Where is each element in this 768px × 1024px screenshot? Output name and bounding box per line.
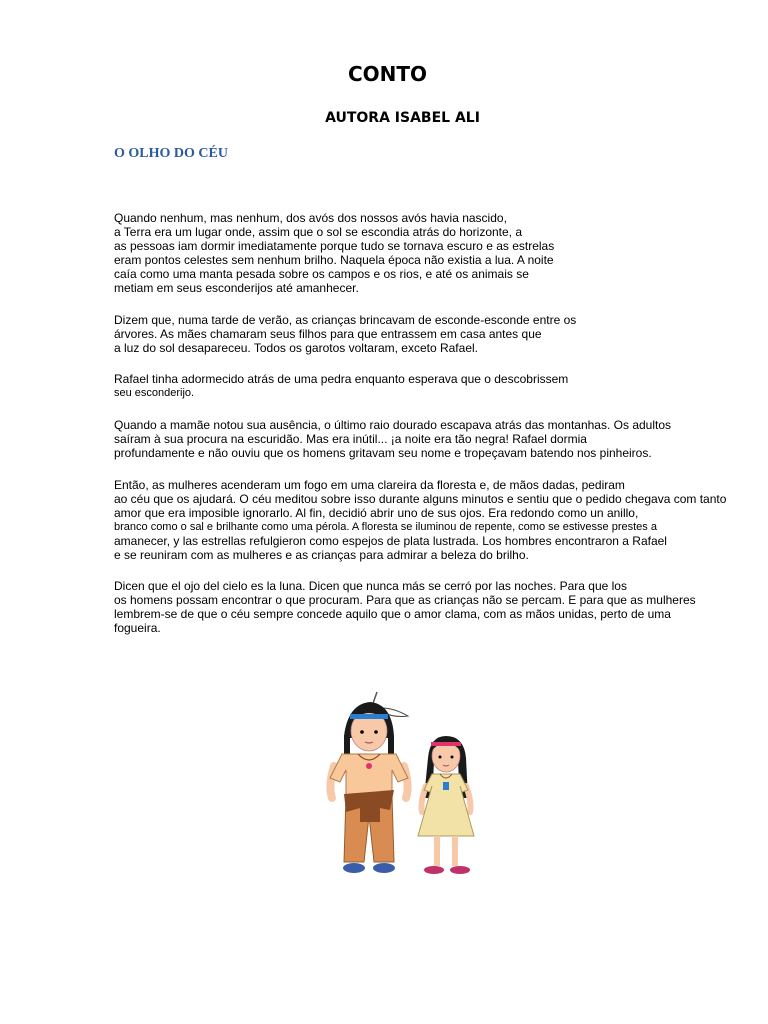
text-line: Quando a mamãe notou sua ausência, o último raio dourado escapava atrás das montanhas. Os adultos (114, 418, 672, 432)
text-line: caía como uma manta pesada sobre os campos e os rios, e até os animais se (114, 267, 529, 281)
text-line: Quando nenhum, mas nenhum, dos avós dos nossos avós havia nascido, (114, 211, 507, 225)
text-line: eram pontos celestes sem nenhum brilho. Naquela época não existia a lua. A noite (114, 253, 554, 267)
paragraph-2 (114, 313, 576, 355)
text-line: Dizem que, numa tarde de verão, as crianças brincavam de esconde-esconde entre os (114, 313, 577, 327)
text-line: e se reuniram com as mulheres e as crianças para admirar a beleza do brilho. (114, 548, 529, 562)
text-line: ao céu que os ajudará. O céu meditou sobre isso durante alguns minutos e sentiu que o pedido chegava com tanto (114, 492, 727, 506)
text-line: a luz do sol desapareceu. Todos os garotos voltaram, exceto Rafael. (114, 341, 478, 355)
text-line: metiam em seus esconderijos até amanhecer. (114, 281, 359, 295)
text-line: as pessoas iam dormir imediatamente porque tudo se tornava escuro e as estrelas (114, 239, 555, 253)
author-line: AUTORA ISABEL ALI (325, 110, 480, 126)
text-line: Rafael tinha adormecido atrás de uma pedra enquanto esperava que o descobrissem (114, 372, 569, 386)
page-title: CONTO (347, 62, 428, 86)
text-line: amor que era imposible ignorarlo. Al fin, decidió abrir uno de sus ojos. Era redondo como un anillo, (114, 506, 639, 520)
text-line: branco como o sal e brilhante como uma pérola. A floresta se iluminou de repente, como se estivesse prestes a (114, 521, 657, 533)
text-line: lembrem-se de que o céu sempre concede aquilo que o amor clama, com as mãos unidas, perto de uma (114, 607, 671, 621)
text-line: Dicen que el ojo del cielo es la luna. Dicen que nunca más se cerró por las noches. Para que los (114, 579, 627, 593)
paragraph-4 (114, 418, 671, 460)
boy-figure (330, 692, 408, 873)
text-line: fogueira. (114, 621, 161, 635)
indigenous-children-illustration (322, 686, 488, 882)
paragraph-5 (114, 478, 726, 562)
text-line: amanecer, y las estrellas refulgieron como espejos de plata lustrada. Los hombres encontraron a Rafael (114, 534, 667, 548)
text-line: a Terra era um lugar onde, assim que o sol se escondia atrás do horizonte, a (114, 225, 523, 239)
paragraph-3 (114, 372, 568, 400)
text-line: árvores. As mães chamaram seus filhos para que entrassem em casa antes que (114, 327, 542, 341)
story-title: O OLHO DO CÉU (114, 146, 228, 161)
text-line: os homens possam encontrar o que procuram. Para que as crianças não se percam. E para que as mulheres (114, 593, 696, 607)
girl-figure (418, 736, 474, 874)
text-line: profundamente e não ouviu que os homens gritavam seu nome e tropeçavam batendo nos pinheiros. (114, 446, 652, 460)
text-line: seu esconderijo. (114, 387, 195, 399)
text-line: saíram à sua procura na escuridão. Mas era inútil... ¡a noite era tão negra! Rafael dormia (114, 432, 587, 446)
paragraph-6 (114, 579, 696, 635)
text-line: Então, as mulheres acenderam um fogo em uma clareira da floresta e, de mãos dadas, pediram (114, 478, 625, 492)
paragraph-1 (114, 211, 554, 295)
